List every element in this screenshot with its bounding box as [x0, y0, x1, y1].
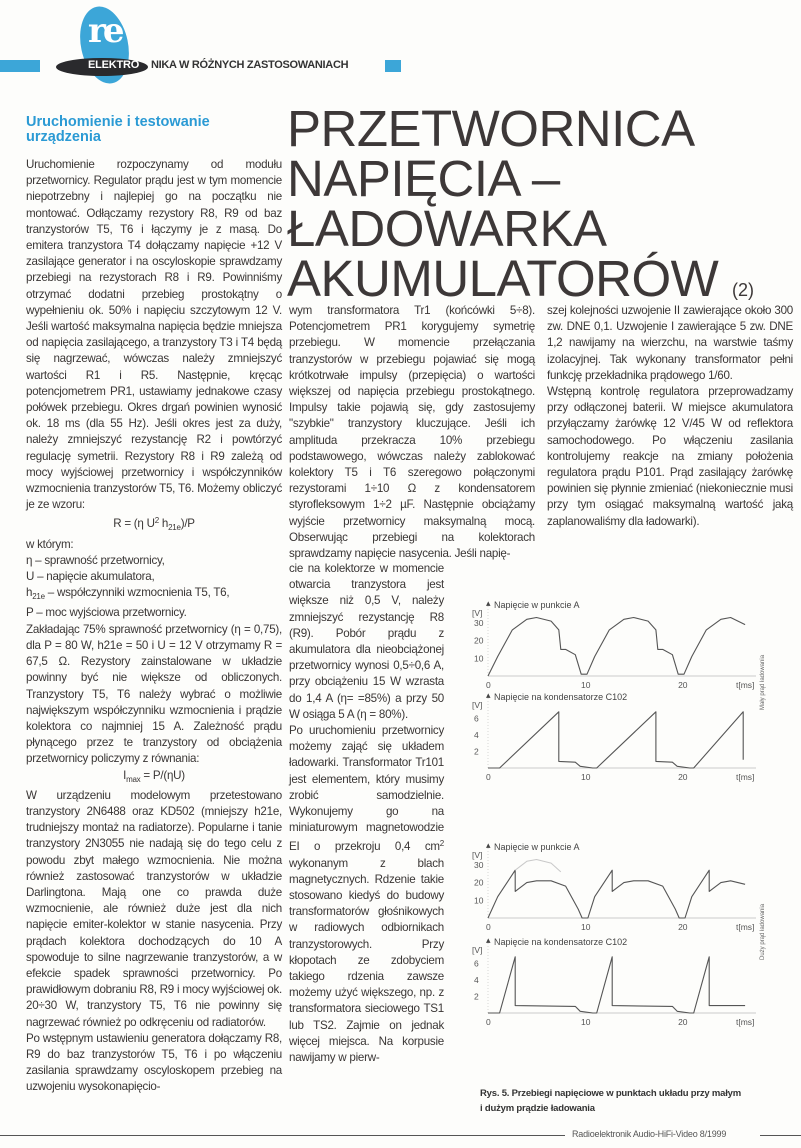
def-h-sub: 21e	[32, 592, 45, 602]
column-1	[26, 157, 282, 1096]
title-line-2: NAPIĘCIA –	[287, 150, 560, 207]
section-banner-right: NIKA W RÓŻNYCH ZASTOSOWANIACH	[151, 59, 349, 71]
paragraph-part: wykonanym z blach magnetycznych. Rdzenie takie stosowano kiedyś do budowy transformatorów głośnikowych w radiowych odbiornikach tranzystorowych. Przy kłopotach ze zdobyciem takiego rdzenia zawsze możemy użyć większego, np. z transformatora sieciowego TS1 lub TS2. Zajmie on jednak więcej miejsca. Na korpusie nawijamy w pierw-	[289, 856, 444, 1065]
definition-p: P – moc wyjściowa przetwornicy.	[26, 606, 187, 620]
svg-text:4: 4	[474, 729, 479, 740]
svg-text:0: 0	[486, 680, 491, 690]
svg-text:30: 30	[474, 617, 484, 628]
definition-u: U – napięcie akumulatora,	[26, 570, 155, 584]
formula-part: I	[123, 768, 127, 782]
paragraph: W urządzeniu modelowym przetestowano tranzystory 2N6488 oraz KD502 (mniejszy h21e, trudniejszy montaż na radiatorze). Popularne i tanie tranzystory 2N3055 nie nadają się do tego celu z powodu zbyt małego wzmocnienia. Nie można również zastosować tranzystorów w układzie Darlingtona. Mają one co prawda duże wzmocnienie, ale również duże jest dla nich napięcie emiter-kolektor w stanie nasycenia. Przy prądach kolektora dochodzących do 10 A spowoduje to silne nagrzewanie tranzystorów, a w efekcie spadek sprawności przetwornicy. Po prawidłowym dobraniu R8, R9 i mocy wyjściowej ok. 20÷30 W, tranzystory T5, T6 nie powinny się nagrzewać również po odkręceniu od radiatorów.	[26, 788, 282, 1029]
svg-text:[V]: [V]	[472, 945, 483, 955]
logo-text: re	[88, 11, 122, 51]
svg-text:6: 6	[474, 958, 479, 969]
formula-sup: 2	[154, 516, 159, 526]
svg-text:10: 10	[581, 922, 591, 932]
svg-text:t[ms]: t[ms]	[736, 680, 755, 690]
definition-intro: w którym:	[26, 537, 74, 551]
series-line	[488, 618, 745, 677]
definition-h21e	[26, 585, 282, 605]
caption-line-1: Rys. 5. Przebiegi napięciowe w punktach układu przy małym	[480, 1088, 742, 1099]
svg-text:10: 10	[474, 653, 484, 664]
svg-text:▴: ▴	[486, 690, 491, 700]
svg-text:2: 2	[474, 746, 479, 757]
paragraph: Zakładając 75% sprawność przetwornicy (η = 0,75), dla P = 80 W, h21e = 50 i U = 12 V otrzymamy R = 67,5 Ω. Rezystory zainstalowane w układzie powinny być nie większe od obliczonych. Tranzystory T5, T6 należy wybrać o możliwie największym współczynniku wzmocnienia i prądzie kolektora co najmniej 15 A. Zależność prądu płynącego przez te tranzystory od obciążenia przetwornicy policzymy z równania:	[26, 622, 282, 766]
series-line	[488, 957, 745, 1013]
svg-text:▴: ▴	[486, 935, 491, 945]
formula-sub: 21e	[168, 523, 181, 533]
svg-text:20: 20	[474, 877, 484, 888]
svg-text:20: 20	[678, 772, 688, 782]
svg-text:0: 0	[486, 772, 491, 782]
svg-text:4: 4	[474, 974, 479, 985]
svg-text:6: 6	[474, 713, 479, 724]
svg-text:t[ms]: t[ms]	[736, 1017, 755, 1027]
footer-publication: Radioelektronik Audio-HiFi-Video 8/1999	[572, 1129, 727, 1139]
series-line	[488, 870, 745, 918]
header-accent-bar-left	[0, 60, 40, 72]
chart-title: Napięcie na kondensatorze C102	[494, 692, 628, 702]
article-title	[287, 100, 754, 315]
svg-text:[V]: [V]	[472, 700, 483, 710]
paragraph: Po wstępnym ustawieniu generatora dołączamy R8, R9 do baz tranzystorów T5, T6 i po włączeniu zasilania sprawdzamy oscyloskopem przebieg na uzwojeniu wysokonapięcio-	[26, 1031, 282, 1094]
formula-resistance	[26, 513, 282, 536]
chart-title: Napięcie w punkcie A	[494, 842, 580, 852]
formula-imax	[26, 768, 282, 788]
svg-text:30: 30	[474, 859, 484, 870]
paragraph	[289, 723, 444, 1066]
svg-text:20: 20	[678, 680, 688, 690]
svg-text:2: 2	[474, 991, 479, 1002]
svg-text:10: 10	[581, 1017, 591, 1027]
svg-text:▴: ▴	[486, 840, 491, 850]
svg-text:20: 20	[678, 1017, 688, 1027]
title-part-number: (2)	[731, 280, 754, 300]
column-3	[547, 303, 793, 530]
formula-part: )/P	[180, 517, 195, 531]
svg-text:0: 0	[486, 922, 491, 932]
paragraph: szej kolejności uzwojenie II zawierające około 300 zw. DNE 0,1. Uzwojenie I zawierające 5 zw. DNE 1,2 nawijamy na wierzchu, na warstwie taśmy izolacyjnej. Tak wykonany transformator pełni funkcję przekładnika prądowego 1/60.	[547, 304, 793, 382]
group-label-small: Mały prąd ładowania	[760, 654, 766, 710]
group-label-large: Duży prąd ładowania	[760, 903, 766, 960]
svg-text:t[ms]: t[ms]	[736, 772, 755, 782]
def-h: h	[26, 586, 33, 600]
formula-part: h	[158, 517, 169, 531]
paragraph: Wstępną kontrolę regulatora przeprowadzamy przy odłączonej baterii. W miejsce akumulatora przyłączamy żarówkę 12 V/45 W od reflektora samochodowego. Po włączeniu zasilania kontrolujemy reakcje na zmiany położenia regulatora prądu P101. Prąd zasilający żarówkę powinien się płynnie zmieniać (niekoniecznie musi przy tym osiągać maksymalną wartość jaką zaplanowaliśmy dla ładowarki).	[547, 385, 793, 528]
paragraph: cie na kolektorze w momencie otwarcia tranzystora jest większe niż 0,5 V, należy zmniejszyć rezystancję R8 (R9). Pobór prądu z akumulatora dla nieobciążonej przetwornicy wynosi 0,5÷0,6 A, przy obciążeniu 15 W wzrasta do 1,4 A (η= =85%) a przy 50 W osiąga 5 A (η = 80%).	[289, 562, 444, 721]
svg-text:[V]: [V]	[472, 608, 483, 618]
header-accent-bar-right	[385, 60, 401, 72]
paragraph-part: Po uruchomieniu przetwornicy możemy zająć się układem ładowarki. Transformator Tr101 jest elementem, który musimy zrobić samodzielnie. Wykonujemy go na miniaturowym magnetowodzie EI o przekroju 0,4 cm	[289, 724, 444, 854]
column-2	[289, 303, 535, 562]
series-line	[488, 712, 743, 768]
series-line	[515, 860, 561, 872]
footer-rule-right	[760, 1135, 801, 1136]
footer-rule-left	[0, 1135, 565, 1136]
formula-part: = P/(ηU)	[140, 768, 185, 782]
title-line-1: PRZETWORNICA	[287, 100, 695, 157]
svg-text:20: 20	[678, 922, 688, 932]
caption-line-2: i dużym prądzie ładowania	[480, 1103, 595, 1114]
chart-title: Napięcie w punkcie A	[494, 600, 580, 610]
paragraph: Uruchomienie rozpoczynamy od modułu przetwornicy. Regulator prądu jest w tym momencie niepotrzebny i najlepiej go na początku nie montować. Odłączamy rezystory R8, R9 od baz tranzystorów T5, T6 i łączymy je z masą. Do emitera tranzystora T4 dołączamy napięcie +12 V zasilające generator i na oscyloskopie sprawdzamy przebiegi na rezystorach R8 i R9. Powinniśmy otrzymać dodatni przebieg prostokątny o wypełnieniu ok. 50% i napięciu szczytowym 12 V. Jeśli wartość maksymalna napięcia będzie mniejsza od napięcia zasilającego, a tranzystory T3 i T4 będą się nagrzewać, wówczas należy zmniejszyć wartości R1 i R5. Następnie, kręcąc potencjometrem PR1, ustawiamy jednakowe czasy połówek przebiegu. Okres drgań powinien wynosić ok. 18 ms (dla 55 Hz). Jeśli okres jest za duży, należy zmniejszyć rezystancję R2 i powtórzyć regulację symetrii. Rezystory R8 i R9 zależą od mocy wyjściowej przetwornicy i współczynników wzmocnienia tranzystorów T5, T6. Możemy obliczyć je ze wzoru:	[26, 158, 282, 512]
formula-sub: max	[126, 774, 141, 784]
chart-large-point-a	[470, 840, 760, 930]
formula-part: R = (η U	[113, 517, 155, 531]
chart-small-point-a	[470, 598, 760, 688]
paragraph: wym transformatora Tr1 (końcówki 5÷8). Potencjometrem PR1 korygujemy symetrię przebiegu. W momencie przełączania tranzystorów w przebiegu pojawiać się mogą krótkotrwałe impulsy (przepięcia) o wartości większej od napięcia przebiegu prostokątnego. Impulsy takie pojawią się, gdy zastosujemy "szybkie" tranzystory kluczujące. Jeśli ich amplituda przekracza 10% przebiegu podstawowego, wówczas należy zablokować kolektory T5 i T6 szeregowo połączonymi rezystorami 1÷10 Ω z kondensatorem styrofleksowym 1÷2 µF. Następnie obciążamy wyjście przetwornicy maksymalną mocą. Obserwując przebiegi na kolektorach sprawdzamy napięcie nasycenia. Jeśli napię-	[289, 304, 535, 561]
section-banner-left: ELEKTRO	[88, 59, 140, 71]
svg-text:10: 10	[474, 895, 484, 906]
title-line-4: AKUMULATORÓW	[287, 250, 719, 307]
def-h-text: – współczynniki wzmocnienia T5, T6,	[44, 586, 230, 600]
svg-text:t[ms]: t[ms]	[736, 922, 755, 932]
chart-small-c102	[470, 690, 760, 780]
svg-text:20: 20	[474, 635, 484, 646]
svg-text:0: 0	[486, 1017, 491, 1027]
title-line-3: ŁADOWARKA	[287, 200, 607, 257]
superscript: 2	[439, 839, 444, 849]
figure-caption	[480, 1086, 780, 1116]
chart-large-c102	[470, 935, 760, 1025]
svg-text:▴: ▴	[486, 598, 491, 608]
section-heading: Uruchomienie i testowanie urządzenia	[26, 114, 210, 145]
svg-text:10: 10	[581, 680, 591, 690]
chart-title: Napięcie na kondensatorze C102	[494, 937, 628, 947]
svg-text:10: 10	[581, 772, 591, 782]
svg-text:[V]: [V]	[472, 850, 483, 860]
column-2-narrow	[289, 561, 444, 1066]
definition-eta: η – sprawność przetwornicy,	[26, 553, 165, 567]
